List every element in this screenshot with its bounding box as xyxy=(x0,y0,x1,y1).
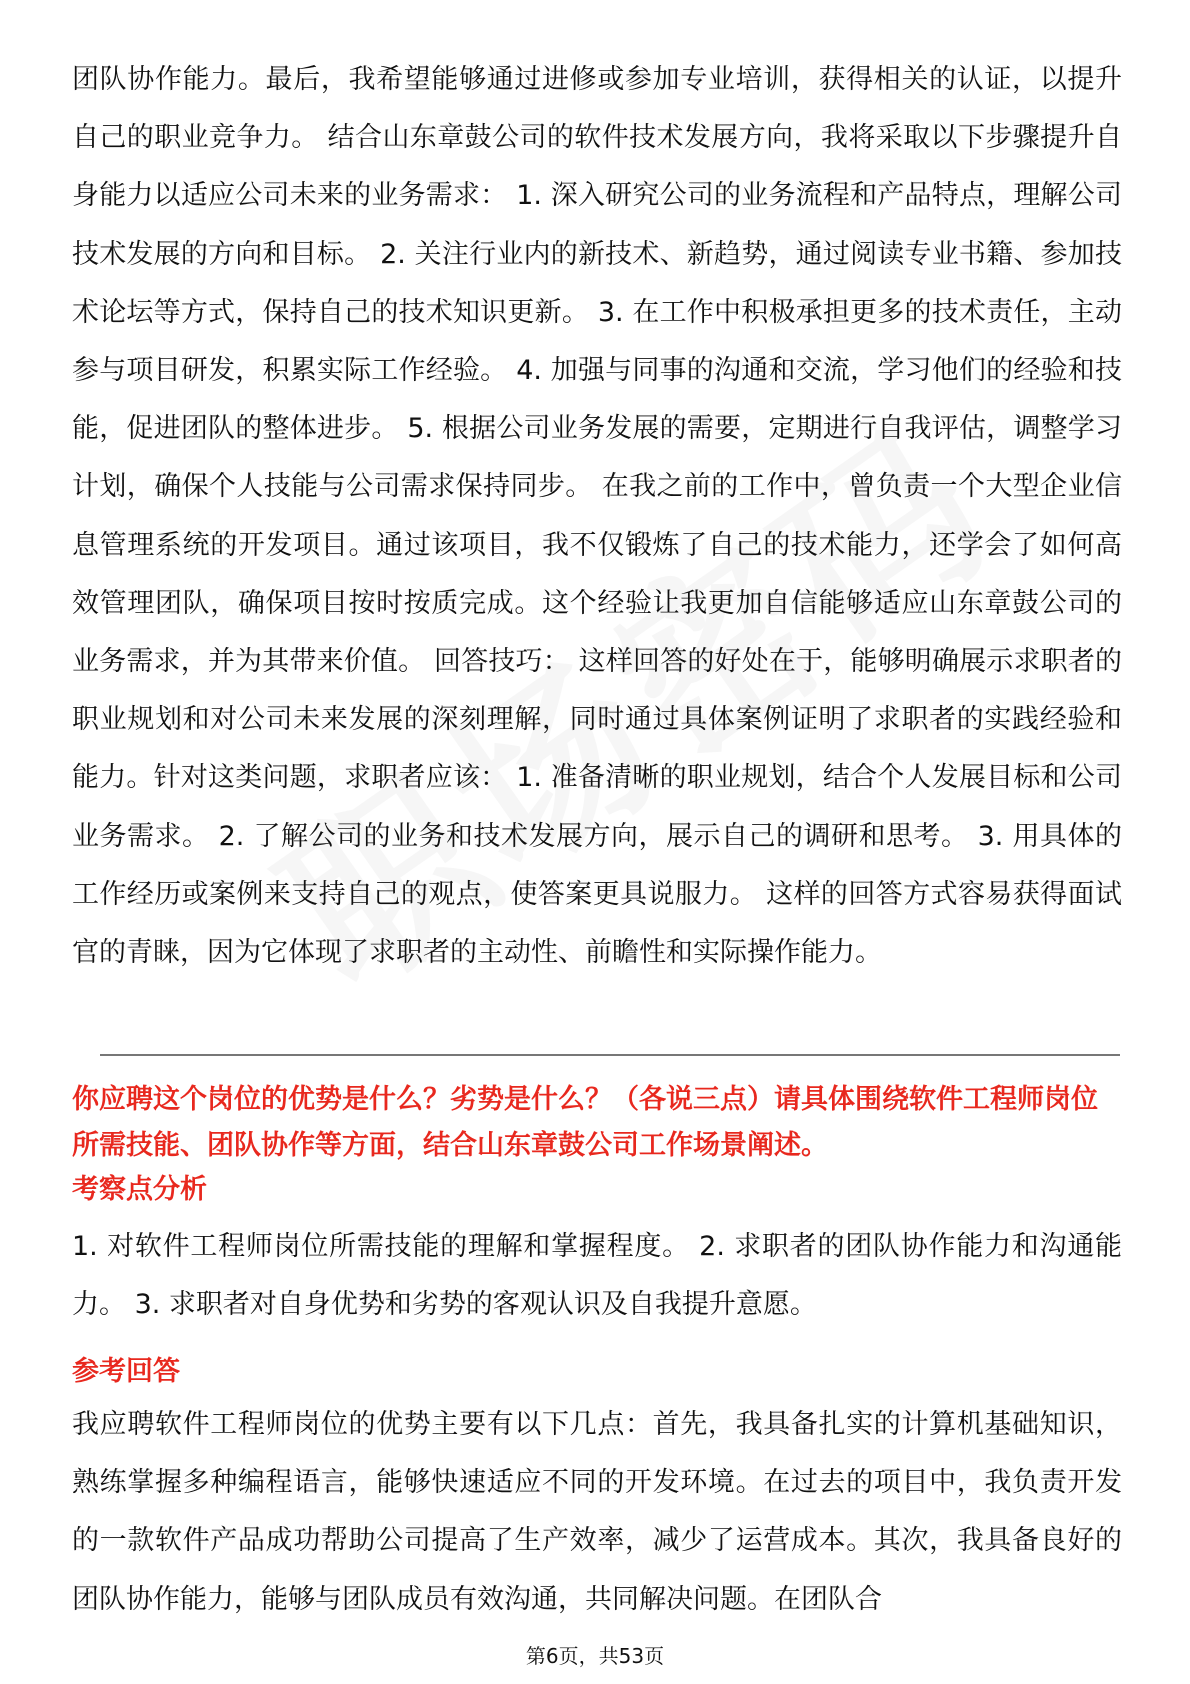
analysis-block xyxy=(72,1218,1122,1334)
reference-answer-text: 我应聘软件工程师岗位的优势主要有以下几点：首先，我具备扎实的计算机基础知识，熟练掌握多种编程语言，能够快速适应不同的开发环境。在过去的项目中，我负责开发的一款软件产品成功帮助公司提高了生产效率，减少了运营成本。其次，我具备良好的团队协作能力，能够与团队成员有效沟通，共同解决问题。在团队合 xyxy=(72,1409,1122,1615)
interview-question: 你应聘这个岗位的优势是什么？劣势是什么？（各说三点）请具体围绕软件工程师岗位所需技能、团队协作等方面，结合山东章鼓公司工作场景阐述。 xyxy=(72,1084,1098,1161)
analysis-heading-block xyxy=(72,1170,1122,1210)
answer-continuation-block xyxy=(72,51,1122,982)
answer-continuation-text: 团队协作能力。最后，我希望能够通过进修或参加专业培训，获得相关的认证，以提升自己的职业竞争力。 结合山东章鼓公司的软件技术发展方向，我将采取以下步骤提升自身能力以适应公司未来的业务需求： 1. 深入研究公司的业务流程和产品特点，理解公司技术发展的方向和目标。 2. 关注行业内的新技术、新趋势，通过阅读专业书籍、参加技术论坛等方式，保持自己的技术知识更新。 3. 在工作中积极承担更多的技术责任，主动参与项目研发，积累实际工作经验。 4. 加强与同事的沟通和交流，学习他们的经验和技能，促进团队的整体进步。 5. 根据公司业务发展的需要，定期进行自我评估，调整学习计划，确保个人技能与公司需求保持同步。 在我之前的工作中，曾负责一个大型企业信息管理系统的开发项目。通过该项目，我不仅锻炼了自己的技术能力，还学会了如何高效管理团队，确保项目按时按质完成。这个经验让我更加自信能够适应山东章鼓公司的业务需求，并为其带来价值。 回答技巧： 这样回答的好处在于，能够明确展示求职者的职业规划和对公司未来发展的深刻理解，同时通过具体案例证明了求职者的实践经验和能力。针对这类问题，求职者应该： 1. 准备清晰的职业规划，结合个人发展目标和公司业务需求。 2. 了解公司的业务和技术发展方向，展示自己的调研和思考。 3. 用具体的工作经历或案例来支持自己的观点，使答案更具说服力。 这样的回答方式容易获得面试官的青睐，因为它体现了求职者的主动性、前瞻性和实际操作能力。 xyxy=(72,64,1122,969)
analysis-heading: 考察点分析 xyxy=(72,1174,207,1205)
section-divider xyxy=(100,1054,1120,1056)
reference-answer-heading: 参考回答 xyxy=(72,1356,180,1387)
analysis-text: 1. 对软件工程师岗位所需技能的理解和掌握程度。 2. 求职者的团队协作能力和沟通能力。 3. 求职者对自身优势和劣势的客观认识及自我提升意愿。 xyxy=(72,1231,1122,1321)
interview-question-block xyxy=(72,1077,1122,1169)
reference-answer-heading-block xyxy=(72,1352,1122,1392)
page-number-footer: 第6页，共53页 xyxy=(525,1644,665,1668)
reference-answer-block xyxy=(72,1396,1122,1629)
